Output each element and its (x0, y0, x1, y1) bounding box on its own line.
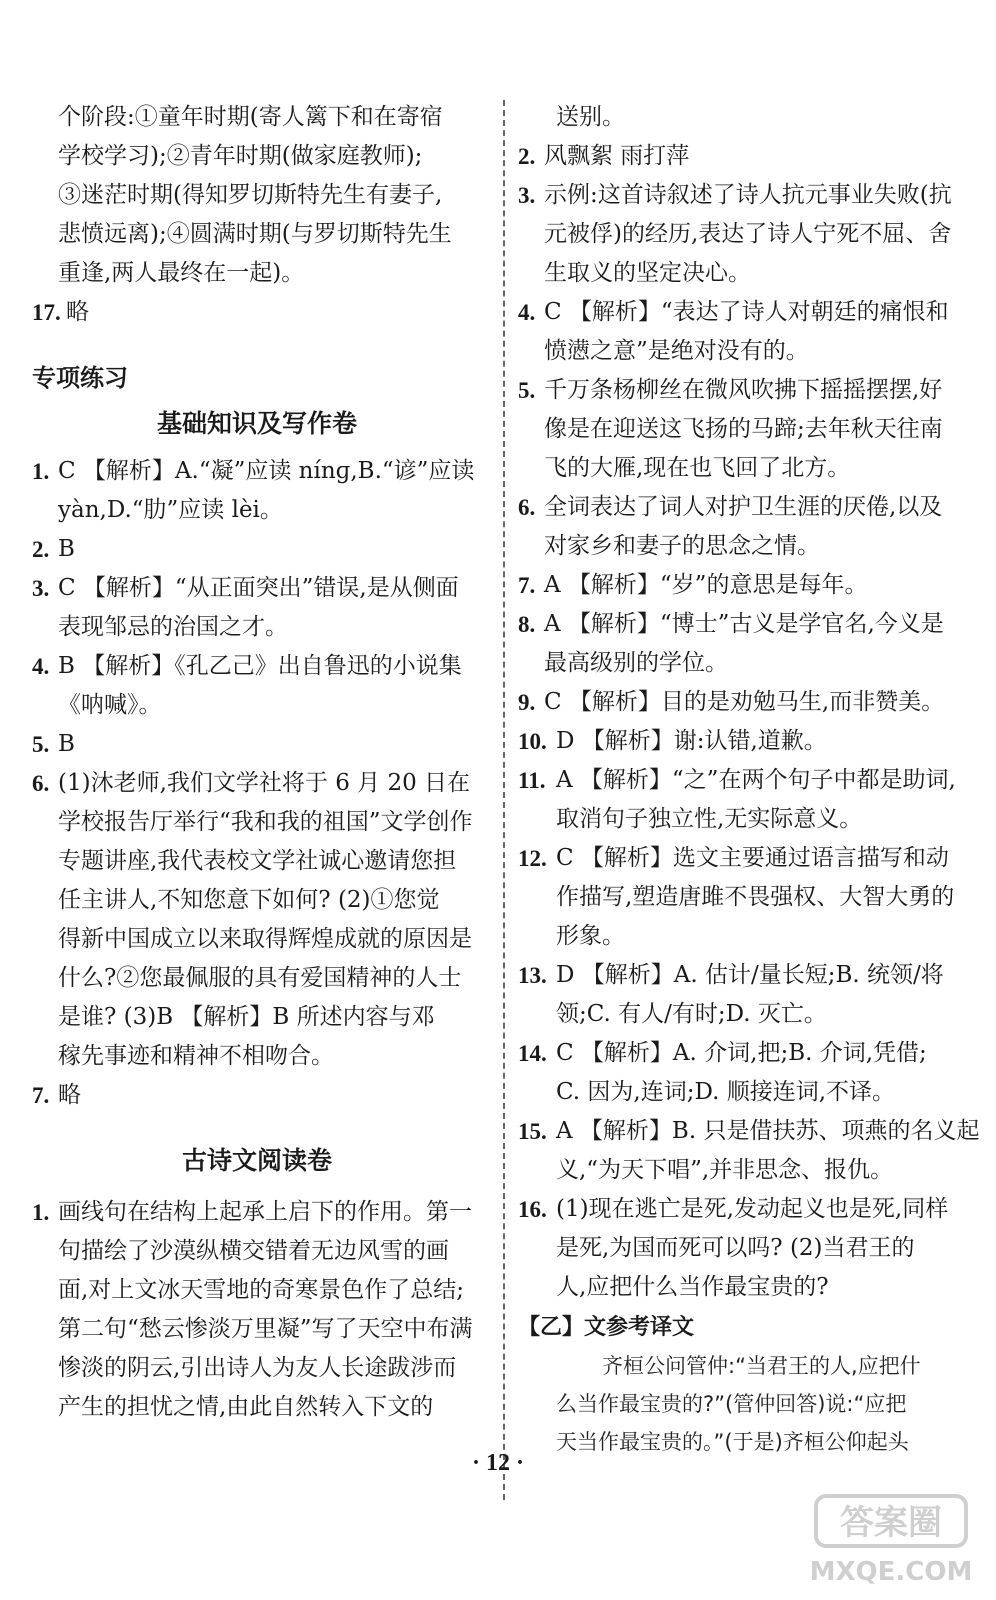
q16-continuation (32, 98, 482, 293)
line: 是死,为国而死可以吗? (2)当君王的 (556, 1235, 915, 1261)
line: 生取义的坚定决心。 (544, 260, 751, 286)
line: C 【解析】目的是劝勉马生,而非赞美。 (544, 689, 945, 715)
line: 义,“为天下唱”,并非思念、报仇。 (556, 1157, 894, 1183)
line: A 【解析】“博士”古义是学官名,今义是 (544, 611, 944, 637)
item-number: 5. (32, 732, 50, 757)
line: 《呐喊》。 (58, 692, 162, 718)
answer-item (518, 293, 978, 371)
line: 愤懑之意”是绝对没有的。 (544, 338, 809, 364)
line: 略 (66, 299, 89, 325)
line: C 【解析】A.“凝”应读 nínɡ,B.“谚”应读 (58, 458, 475, 484)
item-number: 5. (518, 378, 536, 403)
answer-item (32, 1076, 482, 1115)
item-number: 6. (32, 771, 50, 796)
item-number: 4. (32, 654, 50, 679)
line: 什么?②您最佩服的具有爱国精神的人士 (58, 965, 462, 991)
item-number: 15. (518, 1119, 547, 1144)
line: 风飘絮 雨打萍 (544, 143, 690, 169)
line: C 【解析】选文主要通过语言描写和动 (556, 845, 949, 871)
line: 最高级别的学位。 (544, 650, 728, 676)
line: yàn,D.“肋”应读 lèi。 (58, 497, 283, 523)
line: 面,对上文冰天雪地的奇寒景色作了总结; (58, 1277, 465, 1303)
translation-line: 么当作最宝贵的?”(管仲回答)说:“应把 (556, 1392, 907, 1416)
answer-item (518, 761, 978, 839)
q1-continuation (518, 98, 978, 137)
line: 领;C. 有人/有时;D. 灭亡。 (556, 1001, 827, 1027)
line: 表现邹忌的治国之才。 (58, 614, 288, 640)
line: 悲愤远离);④圆满时期(与罗切斯特先生 (58, 221, 452, 247)
line: C 【解析】A. 介词,把;B. 介词,凭借; (556, 1040, 927, 1066)
line: 个阶段:①童年时期(寄人篱下和在寄宿 (58, 104, 443, 130)
line: 作描写,塑造唐雎不畏强权、大智大勇的 (556, 884, 955, 910)
item-number: 7. (518, 573, 536, 598)
line: A 【解析】B. 只是借扶苏、项燕的名义起 (556, 1118, 980, 1144)
line: 惨淡的阴云,引出诗人为友人长途跋涉而 (58, 1355, 457, 1381)
answer-item (32, 293, 482, 332)
line: B (58, 731, 75, 757)
item-number: 8. (518, 612, 536, 637)
line: A 【解析】“之”在两个句子中都是助词, (556, 767, 956, 793)
answer-item (518, 683, 978, 722)
line: ③迷茫时期(得知罗切斯特先生有妻子, (58, 182, 443, 208)
item-number: 7. (32, 1083, 50, 1108)
section-title-poetry: 古诗文阅读卷 (181, 1146, 332, 1175)
line: 产生的担忧之情,由此自然转入下文的 (58, 1394, 434, 1420)
line: 略 (58, 1082, 81, 1108)
item-number: 4. (518, 300, 536, 325)
line: 任主讲人,不知您意下如何? (2)①您觉 (58, 887, 440, 913)
column-divider (503, 100, 505, 1500)
line: (1)沐老师,我们文学社将于 6 月 20 日在 (58, 770, 471, 796)
line: D 【解析】谢:认错,道歉。 (556, 728, 827, 754)
answer-item (518, 1112, 978, 1190)
answer-item (32, 1193, 482, 1427)
line: B (58, 536, 75, 562)
answer-item (518, 1034, 978, 1112)
translation-line: 齐桓公问管仲:“当君王的人,应把什 (602, 1354, 921, 1378)
answer-item (518, 566, 978, 605)
item-number: 9. (518, 690, 536, 715)
watermark-brand: 答案圈 (840, 1503, 942, 1543)
line: 元被俘)的经历,表达了诗人宁死不屈、舍 (544, 221, 952, 247)
answer-item (518, 839, 978, 956)
item-number: 3. (518, 183, 536, 208)
item-number: 2. (32, 537, 50, 562)
item-number: 12. (518, 846, 547, 871)
line: 形象。 (556, 923, 625, 949)
translation-heading: 【乙】文参考译文 (518, 1315, 695, 1340)
section-tag: 专项练习 (32, 364, 128, 392)
answer-item (32, 647, 482, 725)
line: 学校报告厅举行“我和我的祖国”文学创作 (58, 809, 473, 835)
answer-item (518, 371, 978, 488)
item-number: 10. (518, 729, 547, 754)
watermark-logo (810, 1490, 980, 1590)
answer-item (518, 488, 978, 566)
line: 学校学习);②青年时期(做家庭教师); (58, 143, 423, 169)
item-number: 13. (518, 963, 547, 988)
line: 稼先事迹和精神不相吻合。 (58, 1043, 334, 1069)
item-number: 2. (518, 144, 536, 169)
line: 专题讲座,我代表校文学社诚心邀请您担 (58, 848, 457, 874)
item-number: 6. (518, 495, 536, 520)
line: 得新中国成立以来取得辉煌成就的原因是 (58, 926, 472, 952)
answer-item (32, 725, 482, 764)
item-number: 3. (32, 576, 50, 601)
item-number: 11. (518, 768, 546, 793)
answer-item (518, 176, 978, 293)
line: 送别。 (556, 104, 625, 130)
answer-item (32, 530, 482, 569)
item-number: 14. (518, 1041, 547, 1066)
line: 像是在迎送这飞扬的马蹄;去年秋天往南 (544, 416, 943, 442)
line: 千万条杨柳丝在微风吹拂下摇摇摆摆,好 (544, 377, 943, 403)
answer-item (518, 1190, 978, 1307)
line: A 【解析】“岁”的意思是每年。 (544, 572, 868, 598)
item-number: 1. (32, 1200, 50, 1225)
line: 句描绘了沙漠纵横交错着无边风雪的画 (58, 1238, 449, 1264)
answer-item (32, 452, 482, 530)
left-column (32, 98, 482, 1427)
line: D 【解析】A. 估计/量长短;B. 统领/将 (556, 962, 944, 988)
line: 第二句“愁云惨淡万里凝”写了天空中布满 (58, 1316, 473, 1342)
line: 是谁? (3)B 【解析】B 所述内容与邓 (58, 1004, 435, 1030)
watermark-domain: MXQE.COM (810, 1557, 973, 1587)
line: 重逢,两人最终在一起)。 (58, 260, 305, 286)
item-number: 17. (32, 300, 61, 325)
answer-item (518, 722, 978, 761)
section-title-basics: 基础知识及写作卷 (156, 409, 357, 438)
line: 取消句子独立性,无实际意义。 (556, 806, 863, 832)
answer-item (518, 605, 978, 683)
line: C 【解析】“从正面突出”错误,是从侧面 (58, 575, 459, 601)
line: (1)现在逃亡是死,发动起义也是死,同样 (556, 1196, 949, 1222)
answer-item (32, 764, 482, 1076)
answer-item (518, 956, 978, 1034)
line: B 【解析】《孔乙己》出自鲁迅的小说集 (58, 653, 462, 679)
item-number: 1. (32, 459, 50, 484)
right-column (518, 98, 978, 1461)
answer-item (518, 137, 978, 176)
line: 对家乡和妻子的思念之情。 (544, 533, 820, 559)
line: C 【解析】“表达了诗人对朝廷的痛恨和 (544, 299, 949, 325)
item-number: 16. (518, 1197, 547, 1222)
line: 画线句在结构上起承上启下的作用。第一 (58, 1199, 472, 1225)
translation-line: 天当作最宝贵的。”(于是)齐桓公仰起头 (556, 1430, 909, 1454)
line: 全词表达了词人对护卫生涯的厌倦,以及 (544, 494, 943, 520)
answer-item (32, 569, 482, 647)
line: 飞的大雁,现在也飞回了北方。 (544, 455, 851, 481)
line: 人,应把什么当作最宝贵的? (556, 1274, 829, 1300)
page-number: · 12 · (471, 1450, 524, 1476)
line: C. 因为,连词;D. 顺接连词,不译。 (556, 1079, 896, 1105)
line: 示例:这首诗叙述了诗人抗元事业失败(抗 (544, 182, 952, 208)
